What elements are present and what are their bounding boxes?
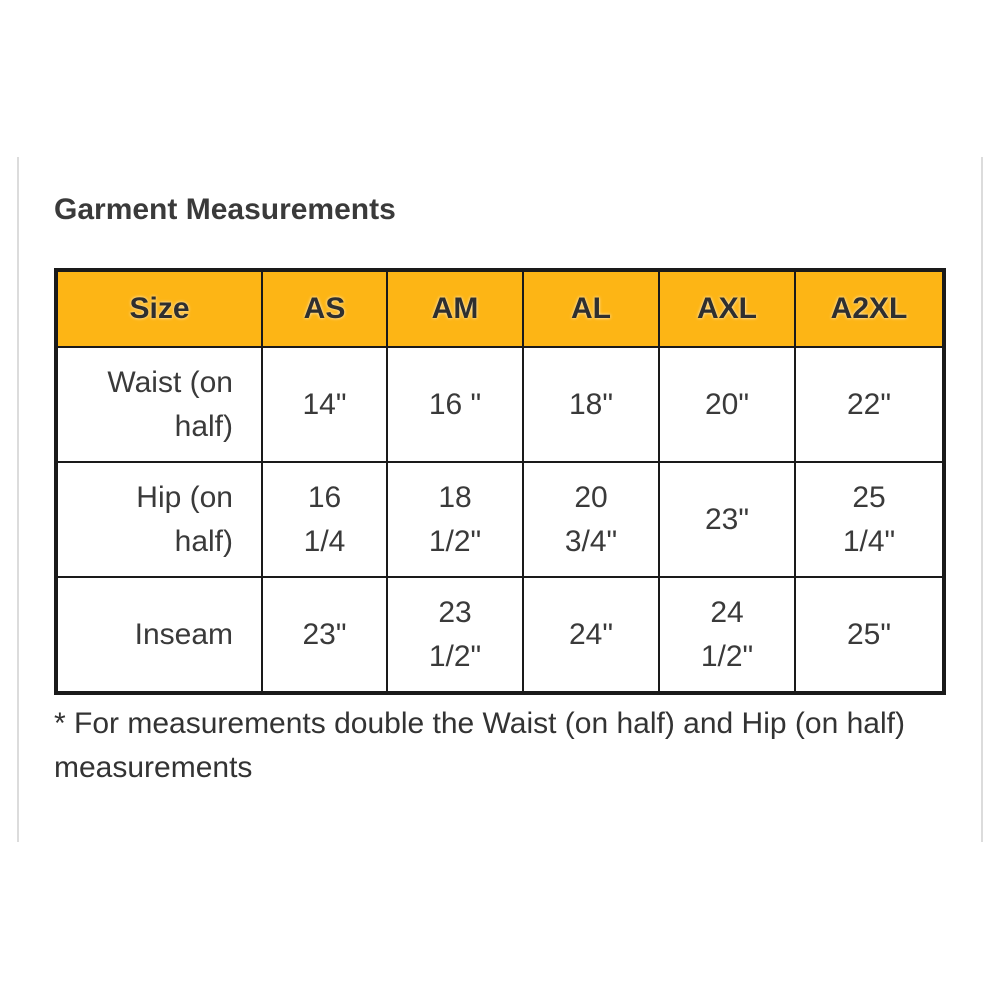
- table-row-inseam: [56, 577, 944, 693]
- header-cell-size: Size: [56, 270, 262, 347]
- table-cell: 18": [523, 347, 659, 462]
- measurement-footnote: * For measurements double the Waist (on half) and Hip (on half) measurements: [54, 707, 905, 784]
- header-cell-as: AS: [262, 270, 387, 347]
- row-label-waist: [56, 347, 262, 462]
- table-cell: 16 ": [387, 347, 523, 462]
- header-cell-a2xl: A2XL: [795, 270, 944, 347]
- cell-text: 24 1/2": [700, 595, 754, 673]
- table-cell: [523, 462, 659, 577]
- cell-text: 18 1/2": [428, 480, 482, 558]
- table-row-waist: [56, 347, 944, 462]
- table-cell: 24": [523, 577, 659, 693]
- table-header-row: [56, 270, 944, 347]
- cell-text: 16 1/4: [303, 480, 346, 558]
- table-cell: [387, 462, 523, 577]
- row-label-hip: [56, 462, 262, 577]
- table-cell: 20": [659, 347, 795, 462]
- row-label-text: Hip (on half): [136, 480, 233, 558]
- row-label-inseam: Inseam: [56, 577, 262, 693]
- table-cell: 23": [262, 577, 387, 693]
- table-cell: [659, 577, 795, 693]
- table-row-hip: [56, 462, 944, 577]
- left-border-line: [17, 157, 19, 842]
- header-cell-am: AM: [387, 270, 523, 347]
- table-cell: 14": [262, 347, 387, 462]
- row-label-text: Waist (on half): [107, 365, 233, 443]
- header-cell-al: AL: [523, 270, 659, 347]
- cell-text: 25 1/4": [842, 480, 896, 558]
- cell-text: 20 3/4": [564, 480, 618, 558]
- right-border-line: [981, 157, 983, 842]
- table-cell: [795, 462, 944, 577]
- table-cell: 23": [659, 462, 795, 577]
- size-chart-table: [54, 268, 946, 695]
- table-cell: [262, 462, 387, 577]
- table-cell: [387, 577, 523, 693]
- table-cell: 25": [795, 577, 944, 693]
- page-title: Garment Measurements: [54, 193, 396, 226]
- table-cell: 22": [795, 347, 944, 462]
- cell-text: 23 1/2": [428, 595, 482, 673]
- header-cell-axl: AXL: [659, 270, 795, 347]
